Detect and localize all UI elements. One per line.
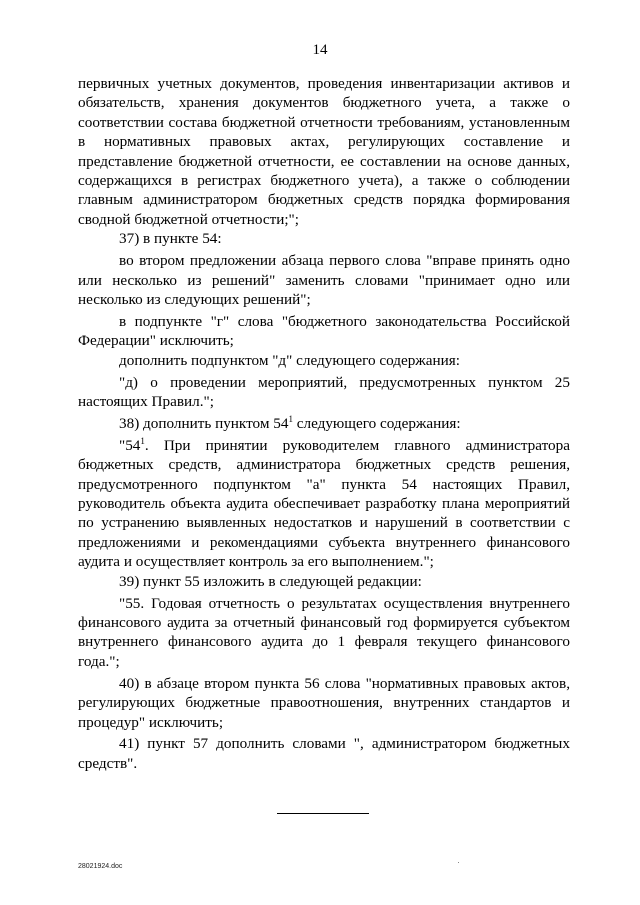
paragraph-text: следующего содержания: <box>292 414 461 432</box>
paragraph <box>78 436 570 572</box>
paragraph <box>78 312 570 351</box>
paragraph <box>78 351 570 370</box>
paragraph <box>78 74 570 229</box>
paragraph-text: 39) пункт 55 изложить в следующей редакции: <box>119 572 422 590</box>
paragraph <box>78 572 570 591</box>
paragraph <box>78 734 570 773</box>
paragraph-text: в подпункте "г" слова "бюджетного законодательства Российской Федерации" исключить; <box>78 312 570 350</box>
paragraph-text: во втором предложении абзаца первого слова "вправе принять одно или несколько из решений" заменить словами "принимает одно или несколько из следующих решений"; <box>78 252 570 308</box>
paragraph-text: "54 <box>119 436 141 454</box>
paragraph <box>78 229 570 248</box>
document-body <box>78 74 570 773</box>
superscript-index: 1 <box>140 435 145 446</box>
paragraph <box>78 251 570 309</box>
paragraph-text: 38) дополнить пунктом 54 <box>119 414 289 432</box>
paragraph-text: "55. Годовая отчетность о результатах осуществления внутреннего финансового аудита за отчетный финансовый год формируется субъектом внутреннего финансового аудита до 1 февраля текущего финансового года."; <box>78 594 570 670</box>
paragraph <box>78 674 570 732</box>
paragraph-text: 37) в пункте 54: <box>119 230 222 248</box>
paragraph-text: 41) пункт 57 дополнить словами ", администратором бюджетных средств". <box>78 735 570 772</box>
paragraph-text: "д) о проведении мероприятий, предусмотренных пунктом 25 настоящих Правил."; <box>78 373 570 410</box>
footer-filename: 28021924.doc <box>78 863 123 870</box>
paragraph <box>78 373 570 412</box>
footer-mark <box>458 862 459 863</box>
paragraph-text: дополнить подпунктом "д" следующего содержания: <box>119 351 461 369</box>
paragraph <box>78 594 570 672</box>
page-number: 14 <box>312 42 328 58</box>
end-of-text-rule <box>277 813 369 814</box>
paragraph-text: первичных учетных документов, проведения инвентаризации активов и обязательств, хранения документов бюджетного учета, а также о соответствии состава бюджетной отчетности требованиям, установленным в нормативных правовых актах, регулирующих составление и представление бюджетной отчетности, ее составлении на основе данных, содержащихся в регистрах бюджетного учета), а также о соблюдении главным администратором бюджетных средств порядка формирования сводной бюджетной отчетности;"; <box>78 75 570 228</box>
paragraph-text: . При принятии руководителем главного администратора бюджетных средств, администратора бюджетных средств решения, предусмотренного подпунктом "а" пункта 54 настоящих Правил, руководитель объекта аудита обеспечивает разработку плана мероприятий по устранению выявленных недостатков и нарушений в соответствии с предложениями и рекомендациями субъекта внутреннего финансового аудита и осуществляет контроль за его выполнением."; <box>78 436 570 571</box>
superscript-index: 1 <box>288 413 293 424</box>
paragraph-text: 40) в абзаце втором пункта 56 слова "нормативных правовых актов, регулирующих бюджетные правоотношения, внутренних стандартов и процедур" исключить; <box>78 674 570 731</box>
paragraph <box>78 414 570 433</box>
